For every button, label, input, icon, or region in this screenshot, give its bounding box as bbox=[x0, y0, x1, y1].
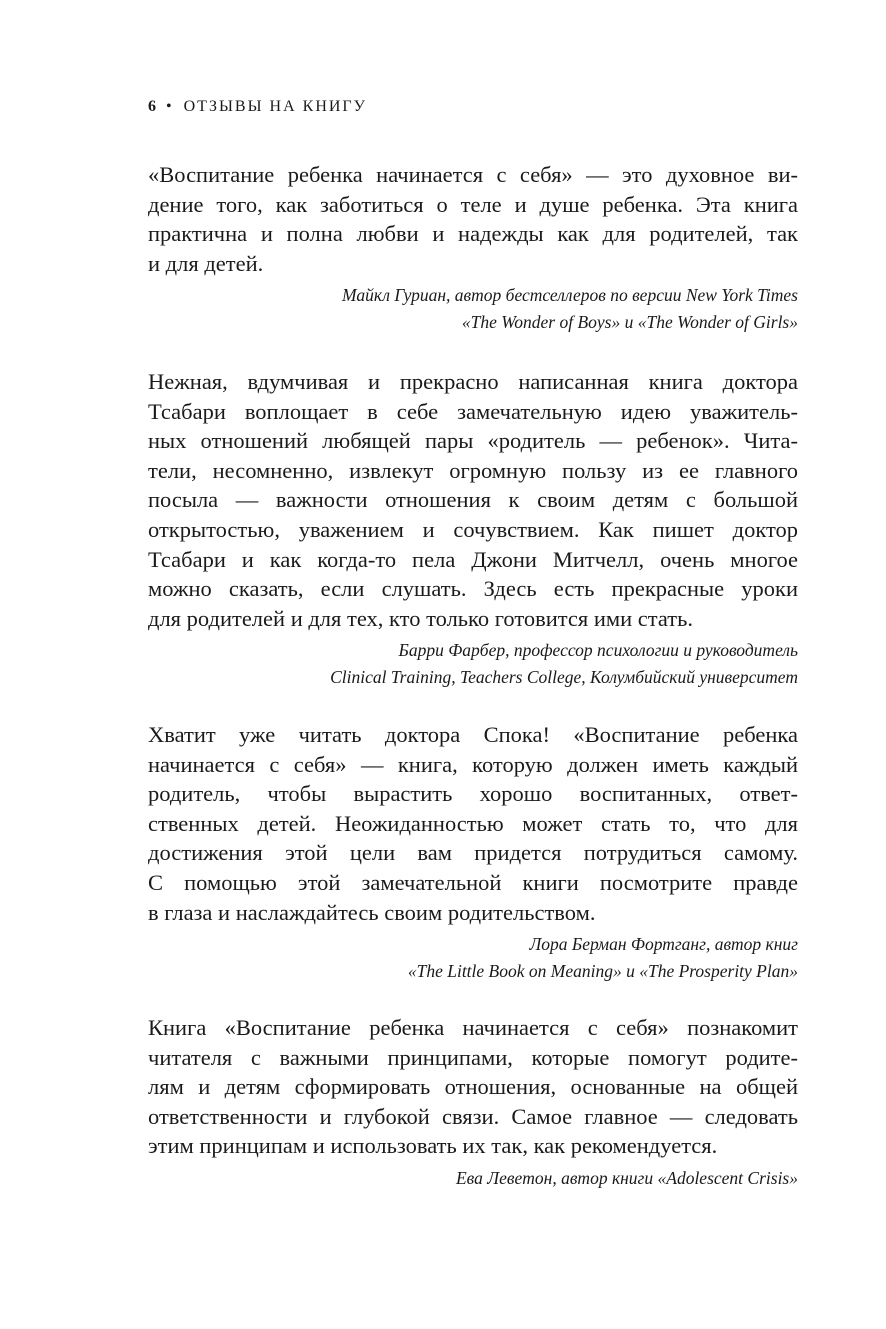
review-line: достижения этой цели вам придется потрудиться самому. bbox=[148, 840, 798, 866]
review-farber bbox=[148, 367, 798, 690]
review-text bbox=[148, 1013, 798, 1161]
review-line: Тсабари и как когда-то пела Джони Митчелл, очень многое bbox=[148, 546, 798, 572]
attribution-line: Лора Берман Фортганг, автор книг bbox=[529, 934, 798, 955]
review-text bbox=[148, 367, 798, 633]
review-line: и для детей. bbox=[148, 250, 264, 276]
review-line: этим принципам и использовать их так, как рекомендуется. bbox=[148, 1133, 718, 1159]
review-gurian bbox=[148, 160, 798, 335]
review-text bbox=[148, 160, 798, 278]
review-attribution bbox=[148, 1165, 798, 1192]
review-line: читателя с важными принципами, которые помогут родите- bbox=[148, 1044, 798, 1070]
review-fortgang bbox=[148, 720, 798, 984]
attribution-line: «The Wonder of Boys» и «The Wonder of Girls» bbox=[461, 311, 798, 332]
page-number: 6 bbox=[148, 98, 156, 115]
review-line: посыла — важности отношения к своим детям с большой bbox=[148, 487, 798, 513]
review-line: Нежная, вдумчивая и прекрасно написанная книга доктора bbox=[148, 369, 798, 394]
review-attribution bbox=[148, 637, 798, 690]
review-line: для родителей и для тех, кто только готовится ими стать. bbox=[148, 605, 694, 631]
review-line: дение того, как заботиться о теле и душе ребенка. Эта книга bbox=[148, 191, 798, 217]
section-title: ОТЗЫВЫ НА КНИГУ bbox=[183, 98, 367, 115]
review-line: родитель, чтобы вырастить хорошо воспитанных, ответ- bbox=[148, 781, 798, 807]
review-line: С помощью этой замечательной книги посмотрите правде bbox=[148, 869, 798, 895]
review-line: тели, несомненно, извлекут огромную пользу из ее главного bbox=[148, 457, 798, 483]
attribution-line: Барри Фарбер, профессор психологии и руководитель bbox=[398, 640, 798, 661]
attribution-line: Clinical Training, Teachers College, Колумбийский университет bbox=[330, 666, 798, 687]
review-line: Книга «Воспитание ребенка начинается с себя» познакомит bbox=[148, 1015, 798, 1040]
review-line: лям и детям сформировать отношения, основанные на общей bbox=[148, 1074, 798, 1100]
header-bullet: • bbox=[166, 98, 174, 115]
attribution-line: Ева Левeтон, автор книги «Adolescent Crisis» bbox=[455, 1167, 798, 1188]
attribution-line: Майкл Гуриан, автор бестселлеров по версии New York Times bbox=[342, 285, 798, 306]
review-attribution bbox=[148, 282, 798, 335]
review-line: Хватит уже читать доктора Спока! «Воспитание ребенка bbox=[148, 722, 798, 747]
running-header bbox=[148, 98, 367, 116]
review-line: Тсабари воплощает в себе замечательную идею уважитель- bbox=[148, 398, 798, 424]
review-line: в глаза и наслаждайтесь своим родительством. bbox=[148, 899, 596, 925]
review-line: открытостью, уважением и сочувствием. Как пишет доктор bbox=[148, 516, 798, 542]
review-line: ответственности и глубокой связи. Самое главное — следовать bbox=[148, 1103, 798, 1129]
review-line: практична и полна любви и надежды как для родителей, так bbox=[148, 221, 798, 247]
review-line: ственных детей. Неожиданностью может стать то, что для bbox=[148, 810, 798, 836]
review-line: можно сказать, если слушать. Здесь есть прекрасные уроки bbox=[148, 576, 798, 602]
review-line: начинается с себя» — книга, которую должен иметь каждый bbox=[148, 751, 798, 777]
review-text bbox=[148, 720, 798, 927]
review-leveton bbox=[148, 1013, 798, 1191]
attribution-line: «The Little Book on Meaning» и «The Prosperity Plan» bbox=[407, 960, 798, 981]
review-line: ных отношений любящей пары «родитель — ребенок». Чита- bbox=[148, 428, 798, 454]
review-line: «Воспитание ребенка начинается с себя» — это духовное ви- bbox=[148, 162, 798, 187]
review-attribution bbox=[148, 931, 798, 984]
